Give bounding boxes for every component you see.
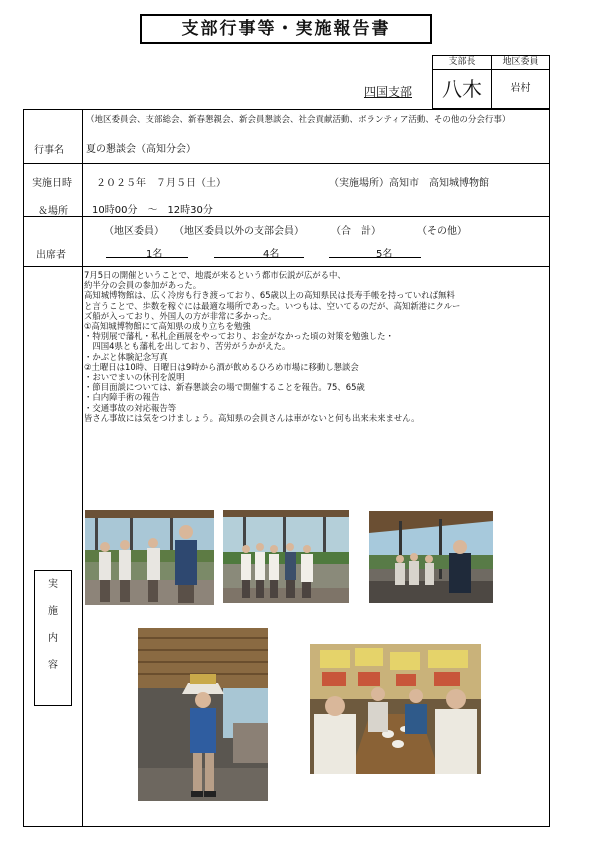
report-form xyxy=(23,109,550,827)
district-member-label: 地区委員 xyxy=(491,55,550,70)
photo-museum-window-view xyxy=(369,511,493,603)
event-time: 10時00分 ～ 12時30分 xyxy=(92,205,213,216)
kabuto-experience-photo xyxy=(138,628,268,801)
report-line: ・白内障手術の報告 xyxy=(84,392,160,403)
report-line: 約半分の会員の参加があった。 xyxy=(84,280,202,291)
event-name-label: 行事名 xyxy=(34,145,64,156)
branch-head-name: 八木 xyxy=(432,69,492,109)
report-line: 四国4県とも藩札を出しており、苦労がうかがえた。 xyxy=(84,341,291,352)
content-label-box xyxy=(34,570,72,706)
district-member-name: 岩村 xyxy=(491,69,550,109)
report-line: ・おいでまいの休刊を説明 xyxy=(84,372,185,383)
content-label-char: 実 xyxy=(48,579,58,590)
report-line: ②土曜日は10時、日曜日は9時から酒が飲めるひろめ市場に移動し懇談会 xyxy=(84,361,359,372)
attendance-header-misc: （その他） xyxy=(417,226,467,237)
place-label: ＆場所 xyxy=(38,206,68,217)
report-line: 高知城博物館は、広く冷房も行き渡っており、65歳以上の高知県民は長寿手帳を持っていれば無料 xyxy=(84,290,455,301)
event-types-note: （地区委員会、支部総会、新春懇親会、新会員懇談会、社会貢献活動、ボランティア活動、その他の分会行事） xyxy=(86,115,511,125)
content-label-char: 容 xyxy=(48,660,58,671)
content-label-char: 施 xyxy=(48,606,58,617)
event-location: （実施場所）高知市 高知城博物館 xyxy=(329,178,489,189)
group-photo-museum-1 xyxy=(85,510,214,605)
branch-name: 四国支部 xyxy=(363,85,412,99)
attendance-header-other-members: （地区委員以外の支部会員） xyxy=(174,226,304,237)
group-photo-museum-2 xyxy=(223,510,349,603)
attendance-header-district: （地区委員） xyxy=(104,226,164,237)
report-line: と言うことで、歩数を稼ぐには最適な場所であった。いつもは、空いてるのだが、高知新港にクルー xyxy=(84,300,461,311)
report-line: ズ船が入っており、外国人の方が非常に多かった。 xyxy=(84,310,277,321)
date-label: 実施日時 xyxy=(32,178,72,189)
content-label-char: 内 xyxy=(48,633,58,644)
report-body xyxy=(84,270,546,423)
event-date: ２０２５年 ７月５日（土） xyxy=(96,178,226,189)
event-name-value: 夏の懇談会（高知分会） xyxy=(86,144,196,155)
report-line: ・特別展で藩札・私札企画展をやっており、お金がなかった頃の対策を勉強した・ xyxy=(84,331,394,342)
attendance-header-total: （合 計） xyxy=(331,226,381,237)
report-line: ・かぶと体験記念写真 xyxy=(84,351,168,362)
report-line: 7月5日の開催ということで、地震が来るという都市伝説が広がる中、 xyxy=(84,270,346,280)
attendance-district-count: 1名 xyxy=(146,249,163,260)
report-line: ・節目面談については、新春懇談会の場で開催することを報告。75、65歳 xyxy=(84,382,365,393)
attendance-total-count: 5名 xyxy=(376,249,393,260)
hirome-market-gathering-photo xyxy=(310,644,481,774)
report-line: ・交通事故の対応報告等 xyxy=(84,402,177,413)
attendance-label: 出席者 xyxy=(36,250,66,261)
document-title: 支部行事等・実施報告書 xyxy=(140,14,432,44)
report-line: 皆さん事故には気をつけましょう。高知県の会員さんは車がないと何も出来未来ません。 xyxy=(84,412,420,423)
attendance-other-count: 4名 xyxy=(263,249,280,260)
report-line: ①高知城博物館にて高知県の成り立ちを勉強 xyxy=(84,321,251,332)
branch-head-label: 支部長 xyxy=(432,55,492,70)
